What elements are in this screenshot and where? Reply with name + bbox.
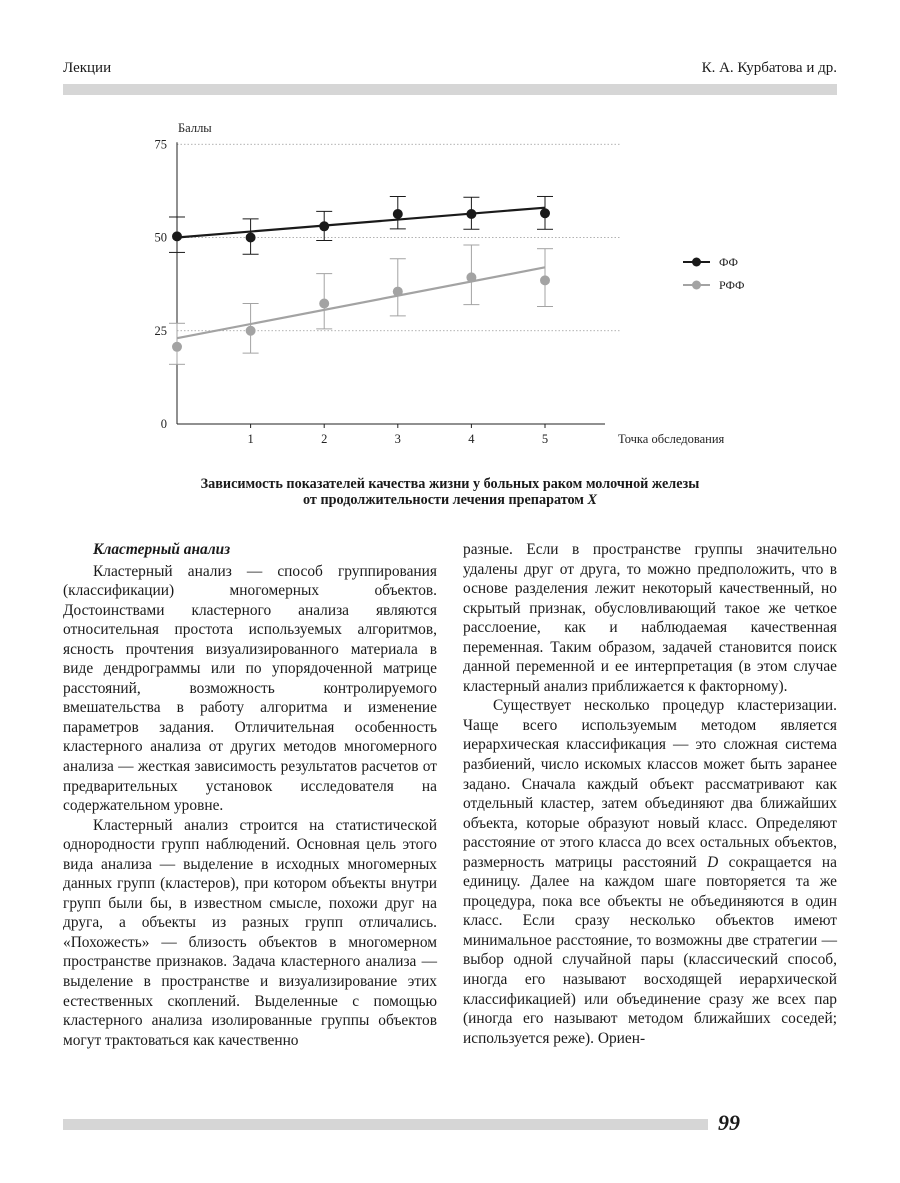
data-point (466, 209, 476, 219)
x-tick-label: 5 (541, 432, 549, 446)
series-1 (169, 196, 553, 254)
header-rule (63, 84, 837, 95)
legend-label: РФФ (719, 278, 745, 292)
legend-marker (692, 281, 701, 290)
y-tick-label: 75 (154, 137, 167, 152)
paragraph-text: Существует несколько процедур кластеризации. Чаще всего используемым методом является иерархическая классификация — это сложная система разбиений, число искомых классов может быть заранее задано. Сначала каждый объект рассматривают как отдельный кластер, затем объединяют два ближайших объекта, которые образуют новый класс. Определяют расстояние от этого класса до всех остальных объектов, размерность матрицы расстояний (463, 697, 837, 871)
data-point (466, 272, 476, 282)
chart-axes (155, 121, 725, 446)
paragraph: Кластерный анализ строится на статистической однородности групп наблюдений. Основная цель этого вида анализа — выделение в исходных многомерных данных групп (кластеров), при котором объекты внутри групп были бы, в известном смысле, похожи друг на друга, а объекты из разных групп отличались. «Похожесть» — близость объектов в многомерном пространстве признаков. Задача кластерного анализа — выделение в пространстве и визуализирование этих естественных скоплений. Выделенные с помощью кластерного анализа изолированные группы объектов могут трактоваться как качественно (63, 816, 437, 1049)
caption-variable: X (587, 492, 597, 508)
data-point (319, 299, 329, 309)
page-number: 99 (718, 1110, 740, 1135)
x-tick-label: 4 (468, 432, 475, 446)
legend-label: ФФ (719, 255, 738, 269)
data-point (319, 221, 329, 231)
left-column (63, 540, 437, 1050)
x-tick-label: 2 (321, 432, 328, 446)
matrix-variable: D (707, 853, 719, 871)
data-point (393, 209, 403, 219)
figure-caption-line-2 (100, 492, 800, 508)
right-column (463, 540, 837, 1048)
paragraph (463, 696, 837, 1048)
data-point (172, 231, 182, 241)
data-point (540, 275, 550, 285)
paragraph: разные. Если в пространстве группы значительно удалены друг от друга, то можно предположить, что в основе разделения лежит некоторый качественный, но скрытый признак, обусловливающий такое же четкое расслоение, как и наблюдаемая качественная переменная. Таким образом, задачей становится поиск данной переменной и ее интерпретация (в этом случае кластерный анализ приближается к факторному). (463, 541, 837, 695)
x-axis-label: Точка обследования (618, 432, 725, 446)
caption-text: от продолжительности лечения препаратом (303, 492, 588, 508)
y-tick-label: 50 (154, 230, 167, 245)
series-2 (169, 245, 553, 364)
data-point (540, 208, 550, 218)
legend-marker (692, 258, 701, 267)
x-tick-label: 1 (247, 432, 254, 446)
data-point (246, 233, 256, 243)
x-tick-label: 3 (394, 432, 401, 446)
paragraph: Кластерный анализ — способ группирования (классификации) многомерных объектов. Достоинствами кластерного анализа являются относительная простота используемых алгоритмов, ясность прочтения визуализированного материала в виде дендрограммы или по упорядоченной матрице расстояний, возможность контролируемого вмешательства в работу алгоритма и изменение параметров задания. Отличительная особенность кластерного анализа от других методов многомерного анализа — жесткая зависимость результатов расчетов от предварительных установок исследователя на содержательном уровне. (63, 562, 437, 815)
trend-line (177, 208, 545, 238)
paragraph-text: сокращается на единицу. Далее на каждом шаге повторяется та же процедура, пока все объекты не объединяются в один класс. Если сразу несколько объектов имеют минимальное расстояние, то возможны две стратегии — выбор одной случайной пары (классический способ, иногда его называют восходящей иерархической классификацией) или объединение сразу же всех пар (иногда его называют методом ближайших соседей; используется реже). Ориен- (463, 853, 837, 1047)
data-point (246, 326, 256, 336)
chart-gridlines (177, 144, 620, 331)
running-header-right: К. А. Курбатова и др. (701, 60, 837, 76)
trend-line (177, 267, 545, 338)
figure-caption-line-1: Зависимость показателей качества жизни у больных раком молочной железы (200, 476, 700, 492)
quality-of-life-chart (0, 110, 900, 460)
chart-series (169, 196, 553, 364)
y-axis-label: Баллы (178, 121, 212, 135)
data-point (172, 342, 182, 352)
section-title: Кластерный анализ (93, 541, 231, 558)
y-tick-label: 0 (160, 417, 167, 431)
running-header-left: Лекции (63, 60, 112, 76)
y-tick-label: 25 (154, 323, 167, 338)
chart-legend (683, 255, 744, 292)
data-point (393, 287, 403, 297)
footer-rule (63, 1119, 708, 1130)
